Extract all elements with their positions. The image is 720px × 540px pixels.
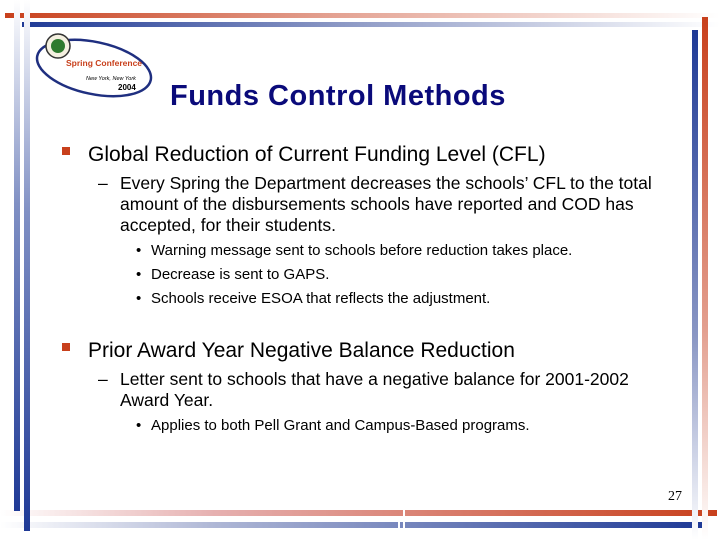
detail-text: Decrease is sent to GAPS. (151, 266, 330, 283)
svg-text:2004: 2004 (118, 83, 136, 92)
dash-bullet: – (98, 369, 108, 389)
dash-bullet: – (98, 173, 108, 193)
bullet-text: Global Reduction of Current Funding Level (CFL) (88, 143, 546, 166)
top-red-rule (5, 13, 720, 18)
dot-bullet: • (136, 242, 142, 259)
slide-title: Funds Control Methods (170, 80, 506, 112)
bottom-blue-rule (0, 522, 702, 528)
square-bullet-icon (62, 147, 70, 155)
sub-bullet-text: Every Spring the Department decreases the schools’ CFL to the total amount of the disbursements schools have reported and COD has accepted, for their students. (120, 173, 652, 235)
sub-bullet-text: Letter sent to schools that have a negative balance for 2001-2002 Award Year. (120, 369, 629, 410)
detail-text: Warning message sent to schools before reduction takes place. (151, 242, 573, 259)
bottom-red-rule (0, 510, 717, 516)
rule-gap (403, 508, 405, 528)
right-red-rule (702, 17, 708, 540)
dot-bullet: • (136, 266, 142, 283)
svg-text:New York, New York: New York, New York (86, 76, 136, 82)
square-bullet-icon (62, 343, 70, 351)
detail-text: Applies to both Pell Grant and Campus-Based programs. (151, 417, 530, 434)
left-blue-rule (14, 0, 20, 511)
top-blue-rule (22, 22, 720, 27)
dot-bullet: • (136, 417, 142, 434)
right-blue-rule (692, 30, 698, 540)
left-blue-rule-2 (24, 0, 30, 531)
page-number: 27 (668, 489, 682, 504)
rule-gap (398, 520, 400, 540)
detail-text: Schools receive ESOA that reflects the adjustment. (151, 290, 491, 307)
svg-text:Spring Conference: Spring Conference (66, 58, 143, 68)
sub-bullet (98, 173, 668, 236)
bullet-text: Prior Award Year Negative Balance Reduction (88, 339, 515, 362)
spring-conference-logo (34, 32, 156, 102)
dot-bullet: • (136, 290, 142, 307)
sub-bullet (98, 369, 668, 411)
